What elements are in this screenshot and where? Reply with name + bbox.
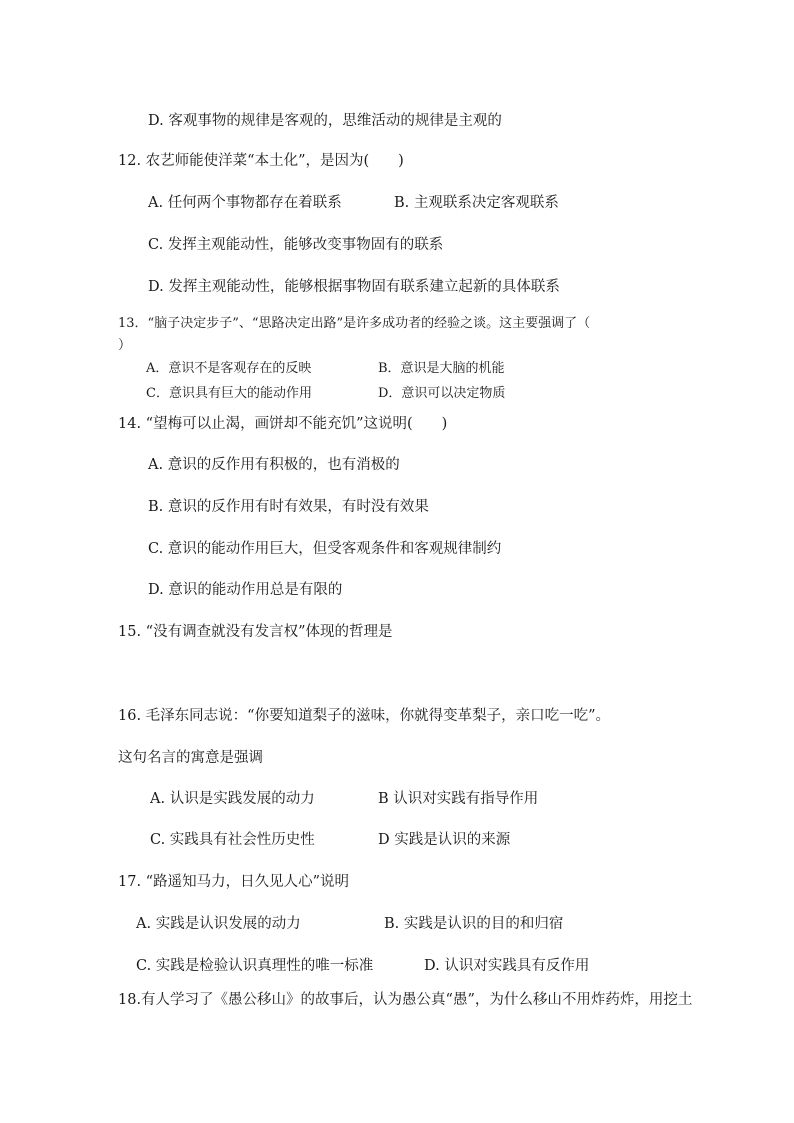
- q17-option-b: B. 实践是认识的目的和归宿: [384, 916, 564, 932]
- q14-option-d: D. 意识的能动作用总是有限的: [148, 582, 343, 598]
- q16-option-b: B 认识对实践有指导作用: [378, 791, 539, 807]
- q14-option-a: A. 意识的反作用有积极的，也有消极的: [148, 457, 400, 473]
- q12-option-b: B. 主观联系决定客观联系: [394, 195, 559, 211]
- q13-option-d: D．意识可以决定物质: [378, 386, 506, 401]
- q17-option-a: A. 实践是认识发展的动力: [136, 916, 301, 932]
- q17-option-d: D. 认识对实践具有反作用: [424, 958, 590, 974]
- q13-stem-line2: ）: [118, 338, 132, 353]
- q14-option-c: C. 意识的能动作用巨大，但受客观条件和客观规律制约: [148, 541, 502, 557]
- q18-stem: 18.有人学习了《愚公移山》的故事后，认为愚公真“愚”，为什么移山不用炸药炸，用挖土: [118, 992, 693, 1008]
- q12-option-d: D. 发挥主观能动性，能够根据事物固有联系建立起新的具体联系: [148, 279, 560, 295]
- q17-stem: 17. “路遥知马力，日久见人心”说明: [118, 874, 349, 890]
- q12-option-a: A. 任何两个事物都存在着联系: [148, 195, 342, 211]
- q13-stem-line1: 13．“脑子决定步子”、“思路决定出路”是许多成功者的经验之谈。这主要强调了（: [118, 316, 591, 331]
- q13-option-c: C．意识具有巨大的能动作用: [146, 386, 312, 401]
- q16-stem-line2: 这句名言的寓意是强调: [118, 750, 263, 766]
- q11-option-d: D. 客观事物的规律是客观的，思维活动的规律是主观的: [148, 113, 502, 129]
- q16-stem-line1: 16. 毛泽东同志说：“你要知道梨子的滋味，你就得变革梨子，亲口吃一吃”。: [118, 708, 610, 724]
- q15-stem: 15. “没有调查就没有发言权”体现的哲理是: [118, 624, 393, 640]
- q16-option-a: A. 认识是实践发展的动力: [150, 791, 315, 807]
- q17-option-c: C. 实践是检验认识真理性的唯一标准: [136, 958, 374, 974]
- q14-stem: 14. “望梅可以止渴，画饼却不能充饥”这说明( ): [118, 416, 448, 432]
- q12-stem: 12. 农艺师能使洋菜“本土化”，是因为( ): [118, 153, 404, 169]
- q16-option-d: D 实践是认识的来源: [378, 832, 511, 848]
- q14-option-b: B. 意识的反作用有时有效果，有时没有效果: [148, 499, 429, 515]
- q12-option-c: C. 发挥主观能动性，能够改变事物固有的联系: [148, 237, 444, 253]
- q16-option-c: C. 实践具有社会性历史性: [150, 832, 315, 848]
- q13-option-a: A．意识不是客观存在的反映: [146, 361, 312, 376]
- q13-option-b: B．意识是大脑的机能: [378, 361, 505, 376]
